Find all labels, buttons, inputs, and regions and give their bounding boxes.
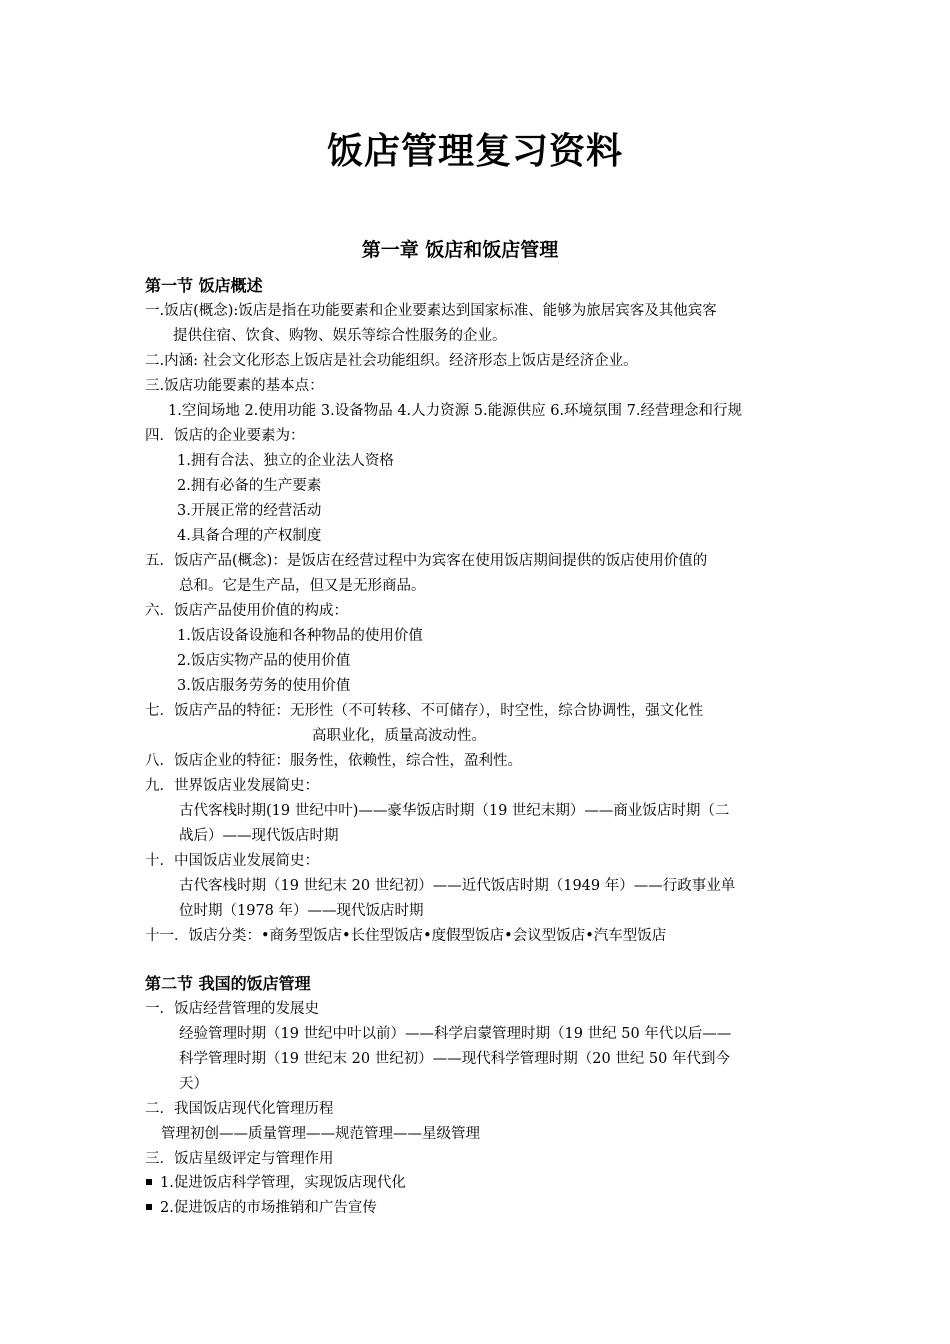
text-line: 二．我国饭店现代化管理历程 [145, 1101, 334, 1117]
list-item: 2.促进饭店的市场推销和广告宣传 [160, 1200, 377, 1216]
text-line: 七．饭店产品的特征：无形性（不可转移、不可储存），时空性，综合协调性，强文化性 [145, 703, 704, 719]
chapter-heading: 第一章 饭店和饭店管理 [361, 239, 559, 261]
text-line: 经验管理时期（19 世纪中叶以前）——科学启蒙管理时期（19 世纪 50 年代以后—— [179, 1026, 732, 1042]
list-item: 1.拥有合法、独立的企业法人资格 [177, 453, 394, 469]
text-line: 三.饭店功能要素的基本点： [145, 378, 324, 394]
list-item: 1.促进饭店科学管理，实现饭店现代化 [160, 1175, 406, 1191]
text-line: 一．饭店经营管理的发展史 [145, 1001, 319, 1017]
document-title: 饭店管理复习资料 [326, 131, 623, 172]
text-line: 九．世界饭店业发展简史： [145, 778, 319, 794]
bullet-icon [146, 1204, 152, 1210]
text-line: 高职业化，质量高波动性。 [312, 728, 486, 744]
text-line: 1.空间场地 2.使用功能 3.设备物品 4.人力资源 5.能源供应 6.环境氛围 7.经营理念和行规 [168, 403, 742, 419]
text-line: 战后）——现代饭店时期 [179, 828, 339, 844]
text-line: 一.饭店(概念):饭店是指在功能要素和企业要素达到国家标准、能够为旅居宾客及其他宾客 [145, 303, 717, 319]
section-heading: 第二节 我国的饭店管理 [145, 974, 311, 993]
text-line: 六．饭店产品使用价值的构成： [145, 603, 348, 619]
section-heading: 第一节 饭店概述 [145, 276, 263, 295]
bullet-icon [146, 1179, 152, 1185]
text-line: 古代客栈时期（19 世纪末 20 世纪初）——近代饭店时期（1949 年）——行政事业单 [179, 878, 736, 894]
list-item: 4.具备合理的产权制度 [177, 528, 322, 544]
text-line: 八．饭店企业的特征：服务性，依赖性，综合性，盈利性。 [145, 753, 522, 769]
text-line: 总和。它是生产品，但又是无形商品。 [179, 578, 426, 594]
text-line: 四．饭店的企业要素为： [145, 428, 305, 444]
text-line: 古代客栈时期(19 世纪中叶)——豪华饭店时期（19 世纪末期）——商业饭店时期（二 [179, 803, 730, 819]
text-line: 天） [179, 1076, 208, 1092]
text-line: 位时期（1978 年）——现代饭店时期 [179, 903, 424, 919]
list-item: 3.开展正常的经营活动 [177, 503, 322, 519]
text-line: 提供住宿、饮食、购物、娱乐等综合性服务的企业。 [173, 328, 507, 344]
list-item: 3.饭店服务劳务的使用价值 [177, 678, 351, 694]
list-item: 2.拥有必备的生产要素 [177, 478, 322, 494]
text-line: 十．中国饭店业发展简史： [145, 853, 319, 869]
text-line: 三．饭店星级评定与管理作用 [145, 1151, 334, 1167]
text-line: 科学管理时期（19 世纪末 20 世纪初）——现代科学管理时期（20 世纪 50 年代到今 [179, 1051, 730, 1067]
text-line: 管理初创——质量管理——规范管理——星级管理 [161, 1126, 480, 1142]
text-line: 十一．饭店分类：•商务型饭店•长住型饭店•度假型饭店•会议型饭店•汽车型饭店 [145, 928, 667, 944]
text-line: 五．饭店产品(概念)：是饭店在经营过程中为宾客在使用饭店期间提供的饭店使用价值的 [145, 553, 708, 569]
list-item: 1.饭店设备设施和各种物品的使用价值 [177, 628, 423, 644]
text-line: 二.内涵: 社会文化形态上饭店是社会功能组织。经济形态上饭店是经济企业。 [145, 353, 638, 369]
list-item: 2.饭店实物产品的使用价值 [177, 653, 351, 669]
